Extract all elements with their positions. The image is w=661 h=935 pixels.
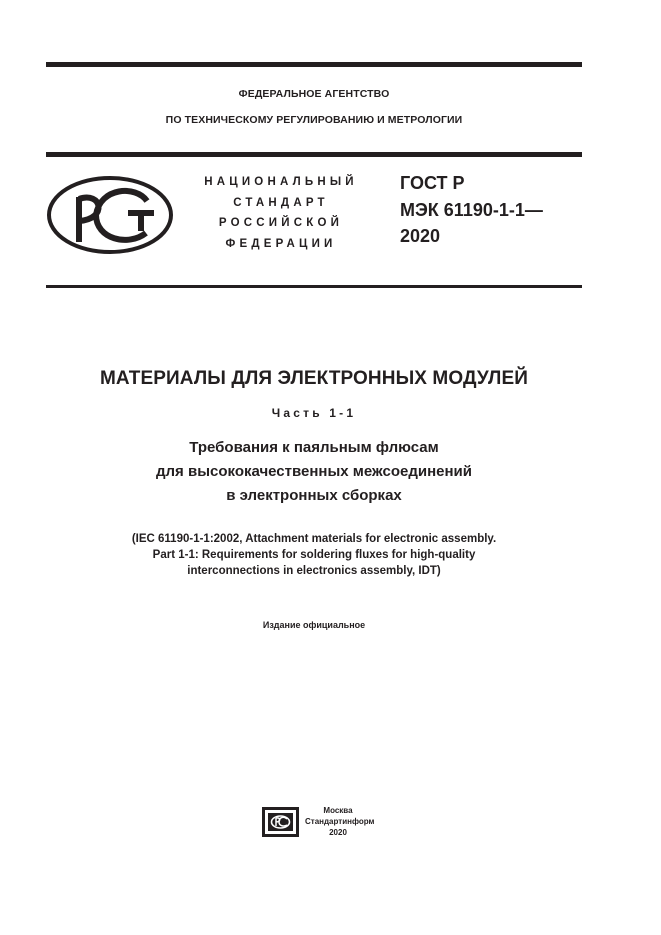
agency-line-1: ФЕДЕРАЛЬНОЕ АГЕНТСТВО: [238, 88, 390, 100]
designation-line-3: 2020: [400, 226, 441, 246]
standard-designation: [400, 170, 543, 250]
document-title: МАТЕРИАЛЫ ДЛЯ ЭЛЕКТРОННЫХ МОДУЛЕЙ: [99, 368, 529, 389]
standard-type-line-1: НАЦИОНАЛЬНЫЙ: [204, 176, 358, 188]
rst-certification-logo: [46, 175, 174, 255]
designation-line-1: ГОСТ Р: [400, 173, 465, 193]
standard-type-line-2: СТАНДАРТ: [233, 196, 329, 209]
imprint-year: 2020: [329, 828, 347, 837]
imprint-city: Москва: [323, 806, 353, 815]
standard-type-line-3: РОССИЙСКОЙ: [218, 217, 344, 229]
iec-reference: [46, 531, 582, 579]
document-part: Часть 1-1: [271, 406, 357, 420]
iec-line-3: interconnections in electronics assembly, IDT): [187, 565, 441, 577]
document-subtitle: [46, 436, 582, 508]
iec-line-1: (IEC 61190-1-1:2002, Attachment materials for electronic assembly.: [131, 533, 497, 545]
subtitle-line-1: Требования к паяльным флюсам: [189, 439, 439, 456]
iec-line-2: Part 1-1: Requirements for soldering fluxes for high-quality: [152, 549, 476, 561]
standard-type-line-4: ФЕДЕРАЦИИ: [225, 237, 337, 250]
standartinform-logo: [262, 807, 299, 837]
national-standard-label: [192, 172, 370, 254]
subtitle-line-3: в электронных сборках: [226, 487, 402, 504]
publisher-imprint: [305, 805, 375, 838]
header-rule: [46, 152, 582, 157]
top-rule: [46, 62, 582, 67]
agency-line-2: ПО ТЕХНИЧЕСКОМУ РЕГУЛИРОВАНИЮ И МЕТРОЛОГИИ: [165, 114, 463, 126]
imprint-publisher: Стандартинформ: [305, 817, 375, 826]
subtitle-line-2: для высококачественных межсоединений: [156, 463, 472, 480]
header-bottom-rule: [46, 285, 582, 288]
designation-line-2: МЭК 61190-1-1—: [400, 199, 543, 220]
edition-label: Издание официальное: [262, 620, 366, 630]
